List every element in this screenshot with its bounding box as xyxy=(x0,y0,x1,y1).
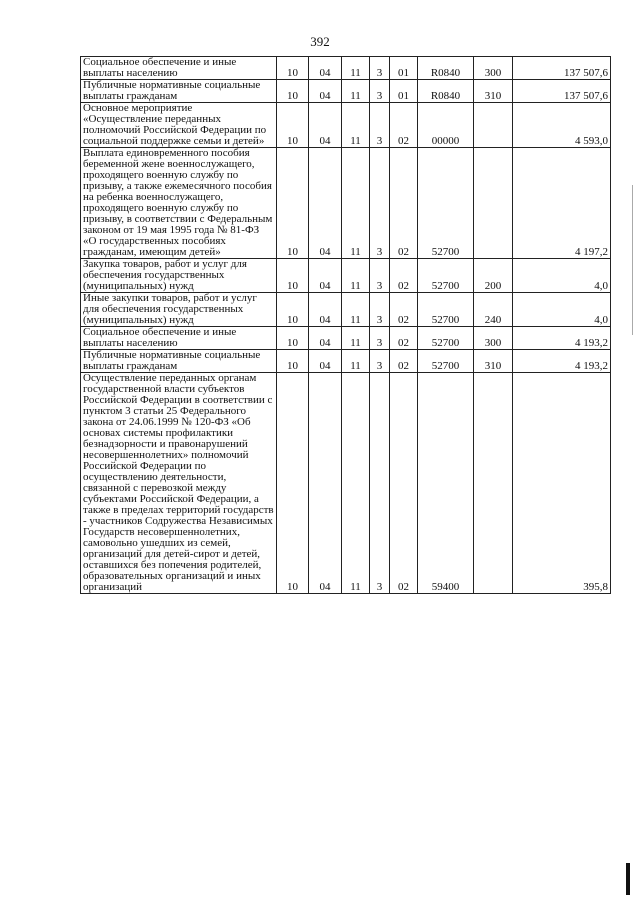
page-number: 392 xyxy=(310,34,330,49)
row-subprogram: 3 xyxy=(370,259,390,293)
row-activity: 02 xyxy=(390,293,418,327)
row-expense-type: 310 xyxy=(474,80,513,103)
row-name: Публичные нормативные социальные выплаты гражданам xyxy=(81,350,277,373)
row-target-code: 00000 xyxy=(418,103,474,148)
budget-table xyxy=(80,56,611,594)
row-subsection: 04 xyxy=(309,293,342,327)
row-amount: 137 507,6 xyxy=(513,57,611,80)
table-row xyxy=(81,148,611,259)
row-subprogram: 3 xyxy=(370,80,390,103)
row-name: Публичные нормативные социальные выплаты гражданам xyxy=(81,80,277,103)
row-subprogram: 3 xyxy=(370,148,390,259)
row-amount: 395,8 xyxy=(513,373,611,594)
row-name: Выплата единовременного пособия беременной жене военнослужащего, проходящего военную службу по призыву, а также ежемесячного пособия на ребенка военнослужащего, проходящего военную службу по призыву, в соответствии с Федеральным законом от 19 мая 1995 года № 81-ФЗ «О государственных пособиях гражданам, имеющим детей» xyxy=(81,148,277,259)
scan-margin-mark xyxy=(626,863,630,895)
row-target-code: R0840 xyxy=(418,57,474,80)
row-section: 10 xyxy=(277,350,309,373)
row-subprogram: 3 xyxy=(370,103,390,148)
row-target-code: 52700 xyxy=(418,293,474,327)
table-row xyxy=(81,293,611,327)
row-name: Закупка товаров, работ и услуг для обеспечения государственных (муниципальных) нужд xyxy=(81,259,277,293)
row-program: 11 xyxy=(342,148,370,259)
row-target-code: 52700 xyxy=(418,148,474,259)
row-activity: 02 xyxy=(390,148,418,259)
row-expense-type: 240 xyxy=(474,293,513,327)
row-activity: 02 xyxy=(390,103,418,148)
row-program: 11 xyxy=(342,293,370,327)
row-subsection: 04 xyxy=(309,80,342,103)
row-amount: 4,0 xyxy=(513,293,611,327)
row-program: 11 xyxy=(342,103,370,148)
row-subsection: 04 xyxy=(309,259,342,293)
row-name: Иные закупки товаров, работ и услуг для обеспечения государственных (муниципальных) нужд xyxy=(81,293,277,327)
row-activity: 02 xyxy=(390,327,418,350)
row-subprogram: 3 xyxy=(370,327,390,350)
row-subprogram: 3 xyxy=(370,293,390,327)
row-activity: 02 xyxy=(390,259,418,293)
row-subprogram: 3 xyxy=(370,57,390,80)
row-expense-type: 200 xyxy=(474,259,513,293)
row-program: 11 xyxy=(342,57,370,80)
row-subsection: 04 xyxy=(309,103,342,148)
row-amount: 4 193,2 xyxy=(513,327,611,350)
row-program: 11 xyxy=(342,350,370,373)
row-activity: 02 xyxy=(390,350,418,373)
table-row xyxy=(81,57,611,80)
table-row xyxy=(81,103,611,148)
row-subsection: 04 xyxy=(309,57,342,80)
row-section: 10 xyxy=(277,293,309,327)
row-amount: 137 507,6 xyxy=(513,80,611,103)
row-expense-type: 310 xyxy=(474,350,513,373)
row-amount: 4 593,0 xyxy=(513,103,611,148)
row-subsection: 04 xyxy=(309,350,342,373)
row-activity: 02 xyxy=(390,373,418,594)
row-target-code: 59400 xyxy=(418,373,474,594)
row-subprogram: 3 xyxy=(370,350,390,373)
row-section: 10 xyxy=(277,259,309,293)
row-section: 10 xyxy=(277,80,309,103)
row-section: 10 xyxy=(277,327,309,350)
row-subsection: 04 xyxy=(309,373,342,594)
row-expense-type: 300 xyxy=(474,327,513,350)
row-expense-type xyxy=(474,148,513,259)
row-program: 11 xyxy=(342,373,370,594)
row-expense-type xyxy=(474,373,513,594)
row-expense-type xyxy=(474,103,513,148)
row-target-code: R0840 xyxy=(418,80,474,103)
row-target-code: 52700 xyxy=(418,350,474,373)
row-subprogram: 3 xyxy=(370,373,390,594)
row-program: 11 xyxy=(342,259,370,293)
row-expense-type: 300 xyxy=(474,57,513,80)
table-row xyxy=(81,80,611,103)
row-target-code: 52700 xyxy=(418,327,474,350)
row-subsection: 04 xyxy=(309,148,342,259)
table-row xyxy=(81,350,611,373)
row-activity: 01 xyxy=(390,57,418,80)
row-name: Основное мероприятие «Осуществление переданных полномочий Российской Федерации по социальной поддержке семьи и детей» xyxy=(81,103,277,148)
row-amount: 4 197,2 xyxy=(513,148,611,259)
row-section: 10 xyxy=(277,57,309,80)
row-subsection: 04 xyxy=(309,327,342,350)
row-target-code: 52700 xyxy=(418,259,474,293)
row-amount: 4,0 xyxy=(513,259,611,293)
row-section: 10 xyxy=(277,103,309,148)
row-section: 10 xyxy=(277,373,309,594)
row-amount: 4 193,2 xyxy=(513,350,611,373)
row-section: 10 xyxy=(277,148,309,259)
row-program: 11 xyxy=(342,80,370,103)
table-row xyxy=(81,373,611,594)
row-activity: 01 xyxy=(390,80,418,103)
row-name: Социальное обеспечение и иные выплаты населению xyxy=(81,57,277,80)
table-row xyxy=(81,327,611,350)
row-name: Осуществление переданных органам государственной власти субъектов Российской Федерации в соответствии с пунктом 3 статьи 25 Федерального закона от 24.06.1999 № 120-ФЗ «Об основах системы профилактики безнадзорности и правонарушений несовершеннолетних» полномочий Российской Федерации по осуществлению деятельности, связанной с перевозкой между субъектами Российской Федерации, а также в пределах территорий государств - участников Содружества Независимых Государств несовершеннолетних, самовольно ушедших из семей, организаций для детей-сирот и детей, оставшихся без попечения родителей, образовательных организаций и иных организаций xyxy=(81,373,277,594)
table-row xyxy=(81,259,611,293)
row-name: Социальное обеспечение и иные выплаты населению xyxy=(81,327,277,350)
row-program: 11 xyxy=(342,327,370,350)
scan-edge-line xyxy=(632,185,633,335)
